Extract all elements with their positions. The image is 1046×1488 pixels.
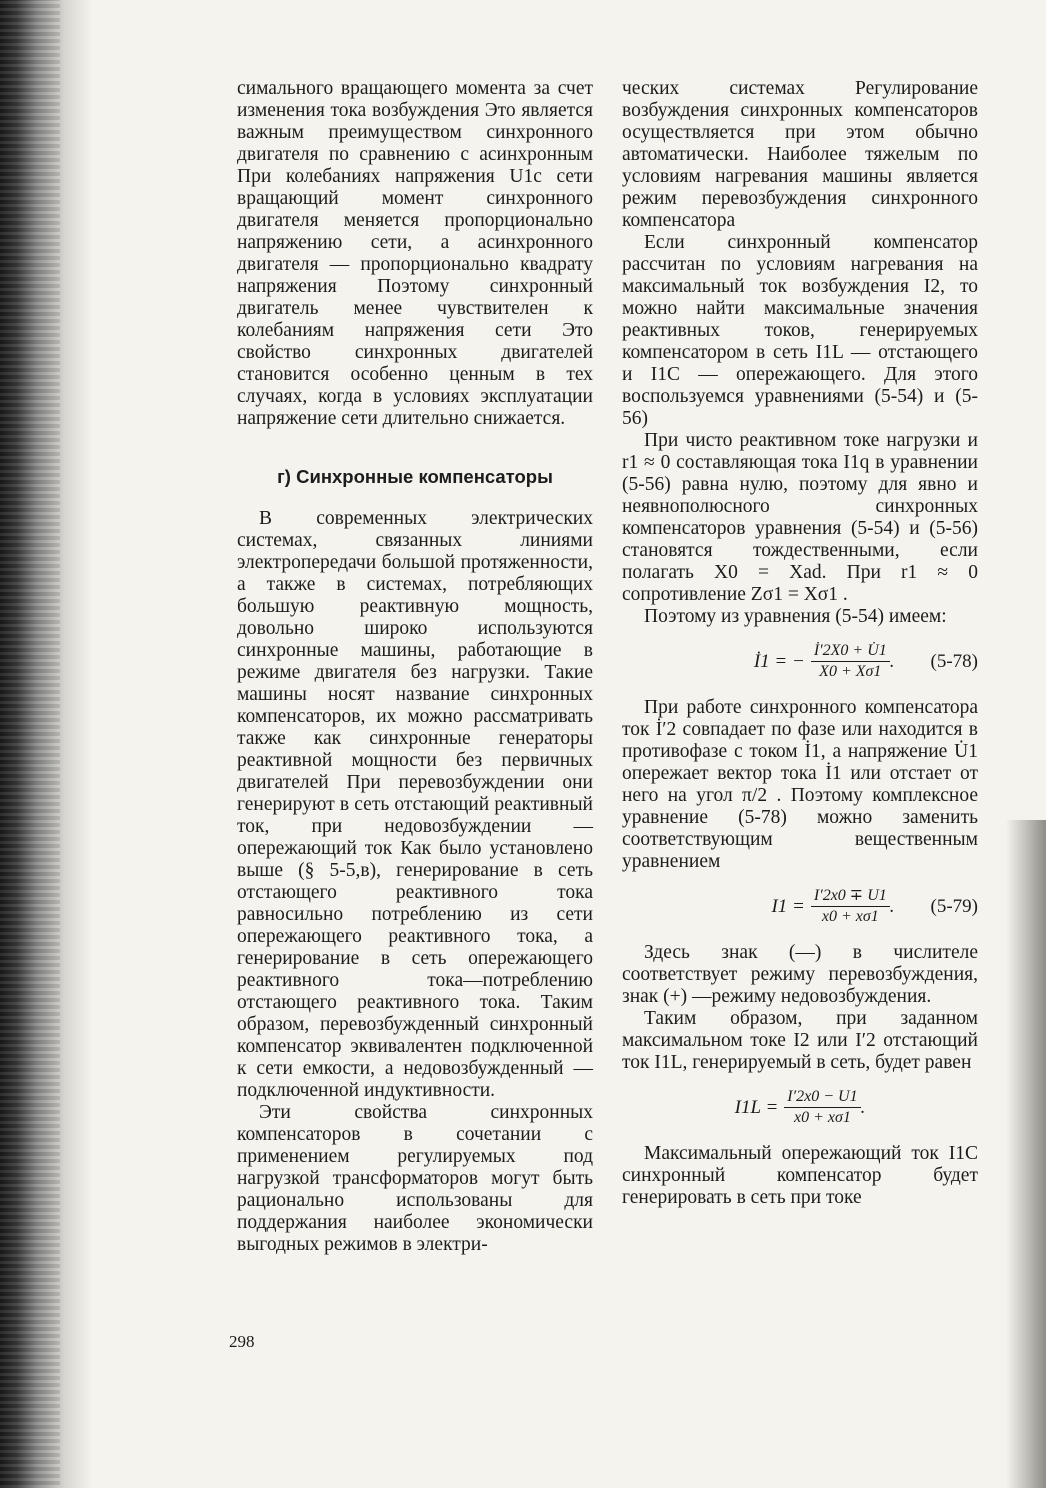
right-paragraph-7: Таким образом, при заданном максимальном токе I2 или I′2 отстающий ток I1L, генерируемый в сеть, будет равен bbox=[622, 1008, 978, 1073]
right-paragraph-6: Здесь знак (—) в числителе соответствует режиму перевозбуждения, знак (+) —режиму недовозбуждения. bbox=[622, 942, 978, 1007]
equation-5-78 bbox=[622, 642, 978, 681]
eq2-denominator: x0 + xσ1 bbox=[821, 908, 879, 925]
eq3-tail: . bbox=[860, 1096, 866, 1118]
eq1-number: (5-78) bbox=[930, 650, 978, 672]
right-paragraph-1: ческих системах Регулирование возбуждения синхронных компенсаторов осуществляется при этом обычно автоматически. Наиболее тяжелым по условиям нагревания машины является режим перевозбуждения синхронного компенсатора bbox=[622, 78, 978, 231]
eq3-fraction bbox=[784, 1088, 860, 1127]
right-paragraph-3: При чисто реактивном токе нагрузки и r1 ≈ 0 составляющая тока I1q в уравнении (5-56) равна нулю, поэтому для явно и неявнополюсного синхронных компенсаторов уравнения (5-54) и (5-56) становятся тождественными, если полагать X0 = Xad. При r1 ≈ 0 сопротивление Zσ1 = Xσ1 . bbox=[622, 430, 978, 605]
page-number: 298 bbox=[229, 1332, 255, 1351]
right-column bbox=[622, 78, 978, 1209]
eq2-lhs: I1 = bbox=[771, 895, 805, 917]
equation-i1l bbox=[622, 1088, 978, 1127]
eq1-denominator: X0 + Xσ1 bbox=[819, 663, 882, 680]
left-column bbox=[237, 78, 593, 1256]
section-heading: г) Синхронные компенсаторы bbox=[277, 466, 553, 487]
left-paragraph-2: В современных электрических системах, связанных линиями электропередачи большой протяженности, а также в системах, потребляющих большую реактивную мощность, довольно широко используются синхронные машины, работающие в режиме двигателя без нагрузки. Такие машины носят название синхронных компенсаторов, их можно рассматривать также как синхронные генераторы реактивной мощности без первичных двигателей При перевозбуждении они генерируют в сеть отстающий реактивный ток, при недовозбуждении — опережающий ток Как было установлено выше (§ 5-5,в), генерирование в сеть отстающего реактивного тока равносильно потреблению из сети опережающего реактивного тока, а генерирование в сеть опережающего реактивного тока—потреблению отстающего реактивного тока. Таким образом, перевозбужденный синхронный компенсатор эквивалентен подключенной к сети емкости, а недовозбужденный — подключенной индуктивности. bbox=[237, 508, 593, 1101]
left-paragraph-3: Эти свойства синхронных компенсаторов в сочетании с применением регулируемых под нагрузкой трансформаторов могут быть рационально использованы для поддержания наиболее экономически выгодных режимов в электри- bbox=[237, 1102, 593, 1255]
eq1-lhs: İ1 = − bbox=[753, 650, 805, 672]
page-edge-shadow bbox=[1006, 820, 1046, 1488]
eq2-tail: . bbox=[889, 895, 895, 917]
eq3-numerator: I′2x0 − U1 bbox=[784, 1088, 860, 1108]
right-paragraph-5: При работе синхронного компенсатора ток İ′2 совпадает по фазе или находится в противофазе с током İ1, а напряжение U̇1 опережает вектор тока İ1 или отстает от него на угол π/2 . Поэтому комплексное уравнение (5-78) можно заменить соответствующим вещественным уравнением bbox=[622, 697, 978, 872]
eq2-numerator: I′2x0 ∓ U1 bbox=[811, 887, 890, 907]
eq2-number: (5-79) bbox=[930, 895, 978, 917]
equation-5-79 bbox=[622, 887, 978, 926]
eq3-denominator: x0 + xσ1 bbox=[793, 1109, 851, 1126]
eq1-numerator: İ′2X0 + U̇1 bbox=[811, 642, 890, 662]
eq3-lhs: I1L = bbox=[734, 1096, 779, 1118]
book-spine-shadow bbox=[0, 0, 92, 1488]
left-paragraph-1: симального вращающего момента за счет изменения тока возбуждения Это является важным преимуществом синхронного двигателя по сравнению с асинхронным При колебаниях напряжения U1c сети вращающий момент синхронного двигателя меняется пропорционально напряжению сети, а асинхронного двигателя — пропорционально квадрату напряжения Поэтому синхронный двигатель менее чувствителен к колебаниям напряжения сети Это свойство синхронных двигателей становится особенно ценным в тех случаях, когда в условиях эксплуатации напряжение сети длительно снижается. bbox=[237, 78, 593, 429]
eq1-tail: . bbox=[889, 650, 895, 672]
right-paragraph-4: Поэтому из уравнения (5-54) имеем: bbox=[644, 606, 947, 627]
right-paragraph-8: Максимальный опережающий ток I1C синхронный компенсатор будет генерировать в сеть при токе bbox=[622, 1143, 978, 1208]
eq1-fraction bbox=[811, 642, 890, 681]
right-paragraph-2: Если синхронный компенсатор рассчитан по условиям нагревания на максимальный ток возбуждения I2, то можно найти максимальные значения реактивных токов, генерируемых компенсатором в сеть I1L — отстающего и I1C — опережающего. Для этого воспользуемся уравнениями (5-54) и (5-56) bbox=[622, 232, 978, 429]
eq2-fraction bbox=[811, 887, 890, 926]
